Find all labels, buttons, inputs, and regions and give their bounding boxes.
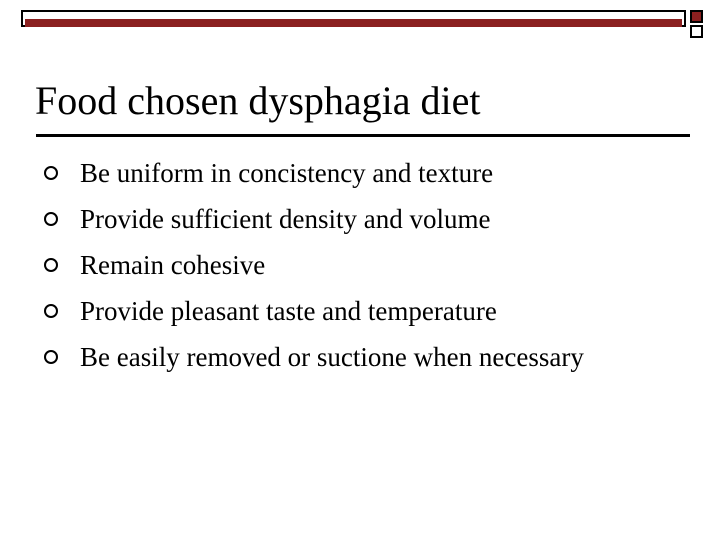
list-item [44,334,584,380]
circle-bullet-icon [44,212,58,226]
bullet-list [44,150,584,380]
header-red-square [690,10,703,23]
bullet-text: Be easily removed or suctione when necessary [80,342,584,372]
list-item [44,150,584,196]
circle-bullet-icon [44,258,58,272]
list-item [44,288,584,334]
header-white-square [690,25,703,38]
bullet-text: Remain cohesive [80,250,266,280]
bullet-text: Be uniform in concistency and texture [80,158,494,188]
bullet-text: Provide pleasant taste and temperature [80,296,497,326]
list-item [44,196,584,242]
circle-bullet-icon [44,166,58,180]
header-decoration-bar [21,10,686,27]
header-red-strip [25,19,682,27]
circle-bullet-icon [44,350,58,364]
circle-bullet-icon [44,304,58,318]
title-underline [36,134,690,137]
slide-title: Food chosen dysphagia diet [35,78,481,123]
list-item [44,242,584,288]
bullet-text: Provide sufficient density and volume [80,204,491,234]
